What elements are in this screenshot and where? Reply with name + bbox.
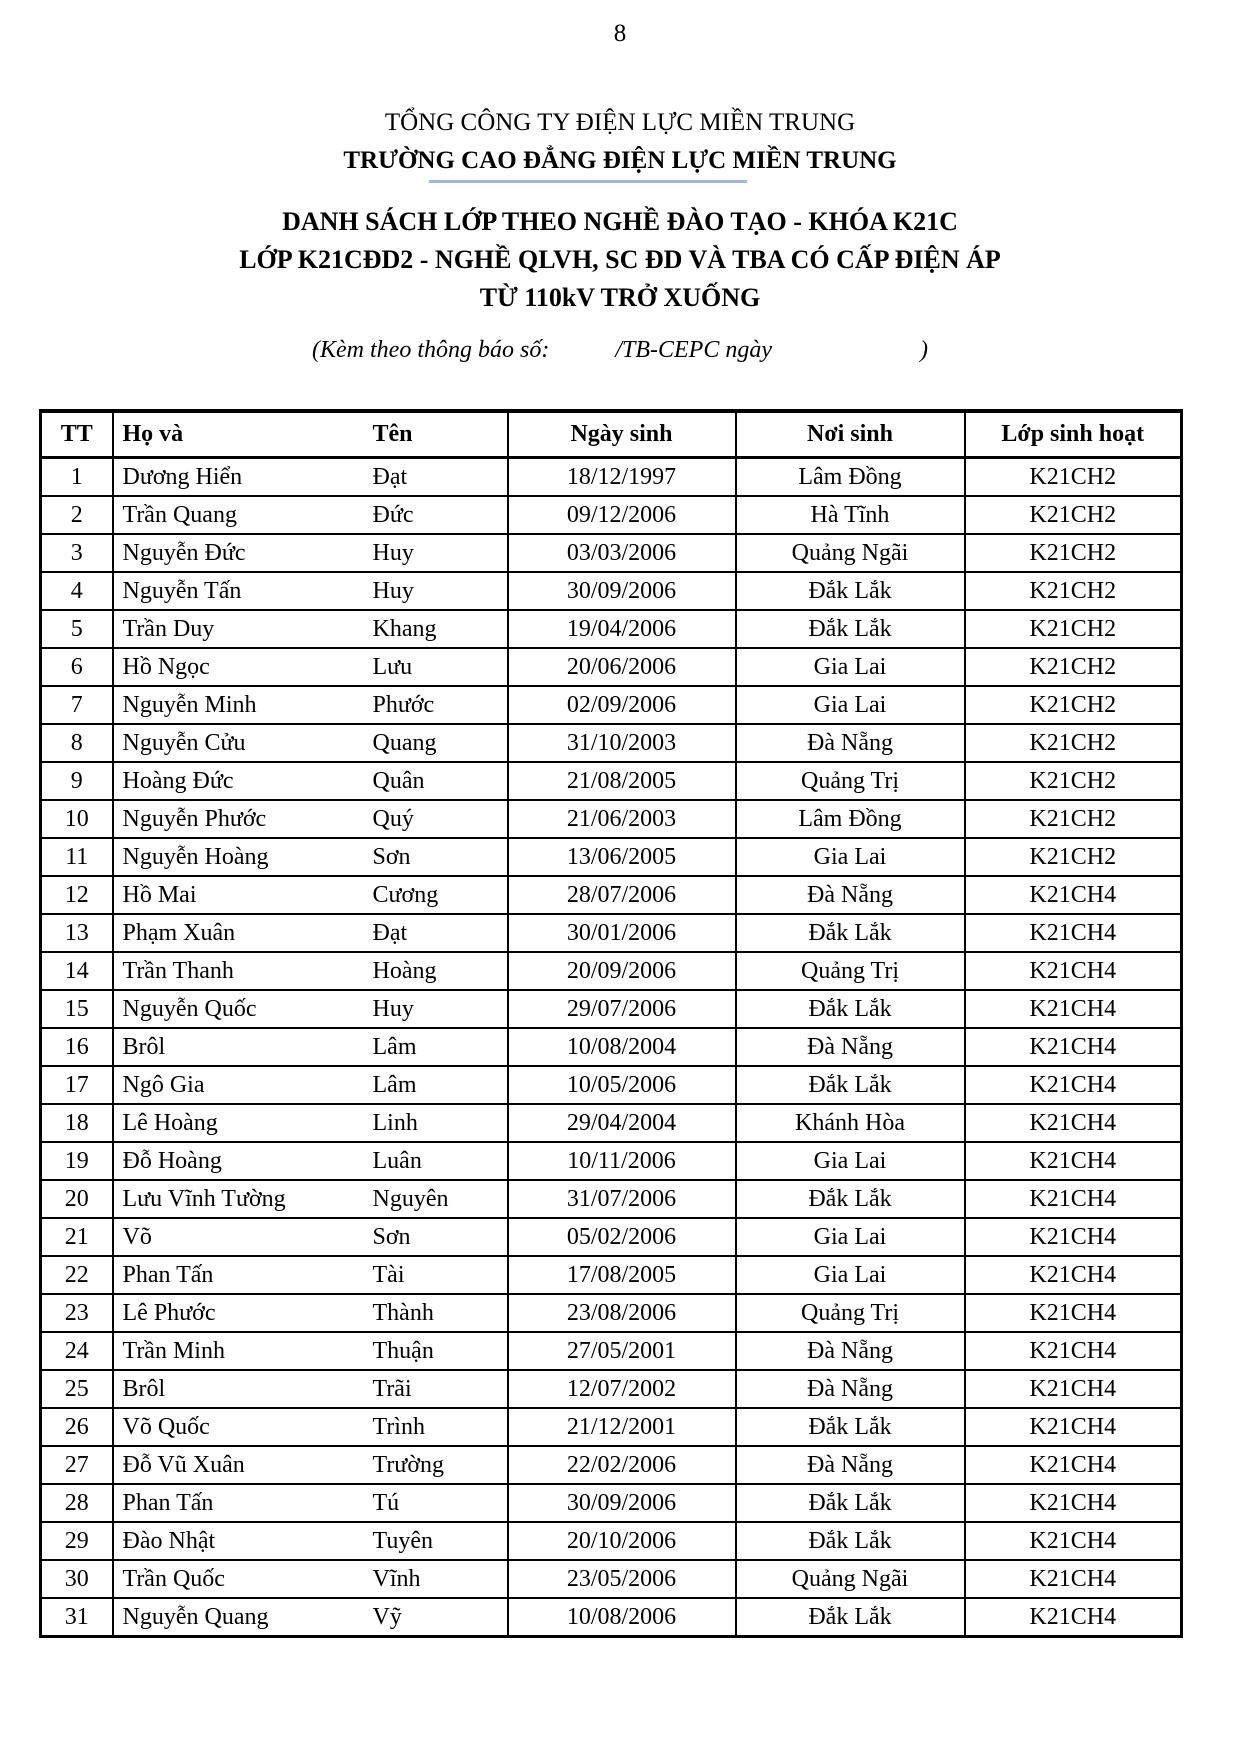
cell-ten: Quý [372,805,414,832]
cell-name [113,496,508,534]
cell-name [113,1256,508,1294]
cell-tt: 18 [41,1104,113,1142]
cell-lop: K21CH2 [965,458,1182,497]
table-row [41,724,1182,762]
cell-tt: 30 [41,1560,113,1598]
cell-ho: Trần Thanh [122,957,234,984]
cell-lop: K21CH4 [965,1142,1182,1180]
cell-lop: K21CH2 [965,838,1182,876]
cell-tt: 14 [41,952,113,990]
cell-ngay-sinh: 23/05/2006 [508,1560,736,1598]
cell-ho: Nguyễn Hoàng [122,843,269,870]
cell-tt: 13 [41,914,113,952]
letterhead-underline [429,180,747,183]
cell-noi-sinh: Đắk Lắk [736,1598,965,1637]
cell-ten: Cương [372,881,439,908]
cell-lop: K21CH4 [965,1446,1182,1484]
cell-lop: K21CH2 [965,572,1182,610]
table-row [41,800,1182,838]
cell-ho: Hoàng Đức [122,767,234,794]
cell-name [113,1446,508,1484]
cell-ho: Lưu Vĩnh Tường [122,1185,286,1212]
cell-tt: 9 [41,762,113,800]
cell-lop: K21CH4 [965,1294,1182,1332]
cell-lop: K21CH4 [965,1104,1182,1142]
cell-noi-sinh: Quảng Trị [736,952,965,990]
cell-ten: Thuận [372,1337,434,1364]
table-row [41,648,1182,686]
cell-noi-sinh: Đắk Lắk [736,1522,965,1560]
cell-noi-sinh: Lâm Đồng [736,800,965,838]
cell-ho: Phạm Xuân [122,919,236,946]
cell-noi-sinh: Gia Lai [736,838,965,876]
cell-noi-sinh: Quảng Trị [736,762,965,800]
cell-name [113,800,508,838]
cell-lop: K21CH4 [965,1522,1182,1560]
cell-noi-sinh: Đắk Lắk [736,572,965,610]
note-suffix: ) [919,337,928,363]
cell-noi-sinh: Đắk Lắk [736,610,965,648]
cell-tt: 29 [41,1522,113,1560]
cell-ho: Hồ Ngọc [122,653,210,680]
organization-name: TỔNG CÔNG TY ĐIỆN LỰC MIỀN TRUNG [384,109,856,136]
table-body [41,458,1182,1637]
cell-ngay-sinh: 10/08/2004 [508,1028,736,1066]
document-title [0,203,1240,317]
note-prefix: (Kèm theo thông báo số: [312,337,550,363]
cell-ten: Hoàng [372,957,437,984]
cell-name [113,534,508,572]
cell-tt: 8 [41,724,113,762]
cell-ten: Sơn [372,843,411,870]
cell-noi-sinh: Đắk Lắk [736,1408,965,1446]
cell-ten: Quân [372,767,425,794]
cell-ho: Hồ Mai [122,881,197,908]
table-row [41,1180,1182,1218]
cell-ho: Phan Tấn [122,1489,214,1516]
cell-noi-sinh: Đà Nẵng [736,1370,965,1408]
cell-ten: Trường [372,1451,445,1478]
cell-noi-sinh: Đà Nẵng [736,724,965,762]
cell-lop: K21CH2 [965,534,1182,572]
cell-tt: 25 [41,1370,113,1408]
table-row [41,496,1182,534]
cell-ho: Nguyễn Quốc [122,995,257,1022]
cell-ho: Trần Quang [122,501,237,528]
table-row [41,1598,1182,1637]
cell-noi-sinh: Đà Nẵng [736,1028,965,1066]
cell-noi-sinh: Đắk Lắk [736,914,965,952]
page-number: 8 [613,20,627,47]
cell-ten: Trãi [372,1375,412,1402]
cell-ngay-sinh: 20/09/2006 [508,952,736,990]
cell-ngay-sinh: 13/06/2005 [508,838,736,876]
cell-noi-sinh: Quảng Ngãi [736,534,965,572]
cell-ngay-sinh: 31/10/2003 [508,724,736,762]
cell-lop: K21CH2 [965,686,1182,724]
table-header-row [41,411,1182,458]
cell-tt: 22 [41,1256,113,1294]
cell-ngay-sinh: 22/02/2006 [508,1446,736,1484]
cell-ho: Nguyễn Cửu [122,729,246,756]
attachment-note [0,335,1240,365]
header-ho: Họ và [122,421,184,447]
cell-tt: 2 [41,496,113,534]
cell-ten: Lưu [372,653,413,680]
cell-tt: 5 [41,610,113,648]
cell-ngay-sinh: 21/08/2005 [508,762,736,800]
cell-name [113,1598,508,1637]
cell-lop: K21CH2 [965,496,1182,534]
cell-lop: K21CH2 [965,648,1182,686]
letterhead [0,104,1240,180]
table-row [41,1066,1182,1104]
cell-tt: 24 [41,1332,113,1370]
cell-ten: Lâm [372,1033,417,1060]
table-row [41,1332,1182,1370]
cell-ho: Trần Duy [122,615,215,642]
cell-name [113,1218,508,1256]
cell-name [113,838,508,876]
cell-ngay-sinh: 20/10/2006 [508,1522,736,1560]
cell-ten: Quang [372,729,437,756]
cell-ngay-sinh: 10/05/2006 [508,1066,736,1104]
cell-noi-sinh: Đà Nẵng [736,1446,965,1484]
header-lop-sinh-hoat: Lớp sinh hoạt [965,411,1182,458]
cell-ten: Vỹ [372,1603,402,1630]
cell-name [113,1028,508,1066]
cell-ten: Trình [372,1413,425,1440]
cell-tt: 21 [41,1218,113,1256]
cell-ngay-sinh: 30/01/2006 [508,914,736,952]
table-row [41,876,1182,914]
cell-tt: 20 [41,1180,113,1218]
table-row [41,1522,1182,1560]
cell-lop: K21CH4 [965,876,1182,914]
class-roster-table [39,409,1183,1638]
cell-ngay-sinh: 21/12/2001 [508,1408,736,1446]
cell-ten: Linh [372,1109,418,1136]
cell-tt: 27 [41,1446,113,1484]
header-ngay-sinh: Ngày sinh [508,411,736,458]
cell-ho: Nguyễn Minh [122,691,257,718]
cell-ho: Trần Quốc [122,1565,225,1592]
note-middle: /TB-CEPC ngày [615,337,772,363]
table-row [41,610,1182,648]
header-name [113,411,508,458]
cell-ngay-sinh: 20/06/2006 [508,648,736,686]
cell-ten: Tuyên [372,1527,433,1554]
cell-ngay-sinh: 10/11/2006 [508,1142,736,1180]
table-row [41,990,1182,1028]
cell-tt: 1 [41,458,113,497]
cell-ho: Đào Nhật [122,1527,216,1554]
table-row [41,952,1182,990]
cell-ngay-sinh: 27/05/2001 [508,1332,736,1370]
cell-name [113,1294,508,1332]
cell-noi-sinh: Đà Nẵng [736,1332,965,1370]
cell-ho: Trần Minh [122,1337,225,1364]
table-row [41,686,1182,724]
cell-ngay-sinh: 21/06/2003 [508,800,736,838]
table-header [41,411,1182,458]
cell-tt: 31 [41,1598,113,1637]
cell-name [113,914,508,952]
cell-ngay-sinh: 17/08/2005 [508,1256,736,1294]
title-line-1: DANH SÁCH LỚP THEO NGHỀ ĐÀO TẠO - KHÓA K21C [282,207,958,236]
title-line-3: TỪ 110kV TRỞ XUỐNG [479,283,761,312]
table-row [41,534,1182,572]
cell-ten: Đạt [372,463,408,490]
cell-ngay-sinh: 29/07/2006 [508,990,736,1028]
cell-ho: Võ Quốc [122,1413,210,1440]
table-row [41,1218,1182,1256]
cell-ngay-sinh: 02/09/2006 [508,686,736,724]
cell-name [113,724,508,762]
cell-ho: Nguyễn Phước [122,805,267,832]
cell-ngay-sinh: 19/04/2006 [508,610,736,648]
cell-lop: K21CH4 [965,1028,1182,1066]
cell-lop: K21CH4 [965,914,1182,952]
cell-ngay-sinh: 12/07/2002 [508,1370,736,1408]
cell-name [113,572,508,610]
cell-name [113,610,508,648]
cell-name [113,1560,508,1598]
cell-ngay-sinh: 28/07/2006 [508,876,736,914]
cell-name [113,876,508,914]
cell-noi-sinh: Gia Lai [736,648,965,686]
cell-tt: 26 [41,1408,113,1446]
cell-lop: K21CH4 [965,1066,1182,1104]
table-row [41,1142,1182,1180]
cell-ho: Dương Hiển [122,463,243,490]
cell-name [113,762,508,800]
cell-name [113,1066,508,1104]
cell-ten: Huy [372,577,414,604]
cell-name [113,458,508,497]
cell-name [113,1142,508,1180]
table-row [41,1484,1182,1522]
cell-lop: K21CH4 [965,1256,1182,1294]
cell-ho: Brôl [122,1375,166,1402]
cell-ten: Nguyên [372,1185,449,1212]
cell-name [113,648,508,686]
cell-name [113,1332,508,1370]
cell-tt: 12 [41,876,113,914]
cell-tt: 11 [41,838,113,876]
cell-noi-sinh: Quảng Trị [736,1294,965,1332]
cell-tt: 6 [41,648,113,686]
table-row [41,1104,1182,1142]
table-row [41,572,1182,610]
cell-noi-sinh: Đà Nẵng [736,876,965,914]
cell-lop: K21CH4 [965,1180,1182,1218]
table-row [41,762,1182,800]
table-row [41,1408,1182,1446]
table-row [41,838,1182,876]
cell-ho: Brôl [122,1033,166,1060]
cell-ngay-sinh: 30/09/2006 [508,1484,736,1522]
cell-name [113,1180,508,1218]
cell-lop: K21CH4 [965,1408,1182,1446]
cell-ho: Đỗ Vũ Xuân [122,1451,245,1478]
cell-lop: K21CH2 [965,800,1182,838]
cell-noi-sinh: Gia Lai [736,1218,965,1256]
cell-ngay-sinh: 18/12/1997 [508,458,736,497]
cell-tt: 3 [41,534,113,572]
cell-name [113,686,508,724]
cell-noi-sinh: Đắk Lắk [736,990,965,1028]
cell-ho: Lê Phước [122,1299,216,1326]
cell-noi-sinh: Quảng Ngãi [736,1560,965,1598]
cell-noi-sinh: Gia Lai [736,1256,965,1294]
header-noi-sinh: Nơi sinh [736,411,965,458]
table-row [41,1294,1182,1332]
cell-ngay-sinh: 23/08/2006 [508,1294,736,1332]
cell-ten: Tài [372,1261,405,1288]
cell-ten: Luân [372,1147,422,1174]
cell-ho: Võ [122,1223,152,1250]
cell-name [113,1370,508,1408]
cell-ten: Thành [372,1299,434,1326]
school-name: TRƯỜNG CAO ĐẲNG ĐIỆN LỰC MIỀN TRUNG [343,147,897,174]
cell-lop: K21CH4 [965,1332,1182,1370]
cell-noi-sinh: Hà Tĩnh [736,496,965,534]
table-row [41,1446,1182,1484]
cell-tt: 19 [41,1142,113,1180]
cell-noi-sinh: Gia Lai [736,1142,965,1180]
cell-ten: Huy [372,539,414,566]
table-row [41,1560,1182,1598]
cell-name [113,1522,508,1560]
cell-ngay-sinh: 09/12/2006 [508,496,736,534]
cell-ngay-sinh: 10/08/2006 [508,1598,736,1637]
cell-tt: 7 [41,686,113,724]
cell-lop: K21CH4 [965,1598,1182,1637]
cell-name [113,990,508,1028]
cell-ho: Đỗ Hoàng [122,1147,222,1174]
table-row [41,1370,1182,1408]
cell-name [113,1104,508,1142]
cell-noi-sinh: Lâm Đồng [736,458,965,497]
cell-ten: Lâm [372,1071,417,1098]
cell-tt: 28 [41,1484,113,1522]
table-row [41,914,1182,952]
cell-ten: Phước [372,691,435,718]
cell-lop: K21CH4 [965,1560,1182,1598]
cell-ten: Vĩnh [372,1565,421,1592]
cell-ngay-sinh: 31/07/2006 [508,1180,736,1218]
cell-ten: Huy [372,995,414,1022]
table-row [41,1256,1182,1294]
cell-lop: K21CH2 [965,610,1182,648]
cell-name [113,952,508,990]
table-row [41,458,1182,497]
cell-noi-sinh: Khánh Hòa [736,1104,965,1142]
cell-noi-sinh: Đắk Lắk [736,1066,965,1104]
cell-ten: Khang [372,615,437,642]
cell-tt: 10 [41,800,113,838]
cell-ho: Nguyễn Tấn [122,577,242,604]
cell-tt: 4 [41,572,113,610]
cell-ho: Nguyễn Đức [122,539,246,566]
cell-name [113,1408,508,1446]
cell-ngay-sinh: 05/02/2006 [508,1218,736,1256]
cell-noi-sinh: Đắk Lắk [736,1484,965,1522]
cell-lop: K21CH2 [965,762,1182,800]
cell-lop: K21CH4 [965,1218,1182,1256]
table-row [41,1028,1182,1066]
title-line-2: LỚP K21CĐD2 - NGHỀ QLVH, SC ĐD VÀ TBA CÓ CẤP ĐIỆN ÁP [239,245,1001,274]
cell-ho: Phan Tấn [122,1261,214,1288]
cell-tt: 17 [41,1066,113,1104]
cell-ho: Ngô Gia [122,1071,205,1098]
cell-noi-sinh: Đắk Lắk [736,1180,965,1218]
cell-ten: Tú [372,1489,400,1516]
cell-tt: 23 [41,1294,113,1332]
cell-lop: K21CH2 [965,724,1182,762]
header-ten: Tên [372,421,413,447]
cell-ngay-sinh: 30/09/2006 [508,572,736,610]
cell-ten: Sơn [372,1223,411,1250]
cell-noi-sinh: Gia Lai [736,686,965,724]
cell-ho: Nguyễn Quang [122,1603,269,1630]
cell-tt: 15 [41,990,113,1028]
header-tt: TT [41,411,113,458]
cell-lop: K21CH4 [965,990,1182,1028]
cell-lop: K21CH4 [965,1370,1182,1408]
cell-lop: K21CH4 [965,1484,1182,1522]
cell-ten: Đạt [372,919,408,946]
cell-ho: Lê Hoàng [122,1109,218,1136]
cell-ngay-sinh: 03/03/2006 [508,534,736,572]
cell-name [113,1484,508,1522]
cell-tt: 16 [41,1028,113,1066]
cell-ten: Đức [372,501,414,528]
cell-lop: K21CH4 [965,952,1182,990]
cell-ngay-sinh: 29/04/2004 [508,1104,736,1142]
